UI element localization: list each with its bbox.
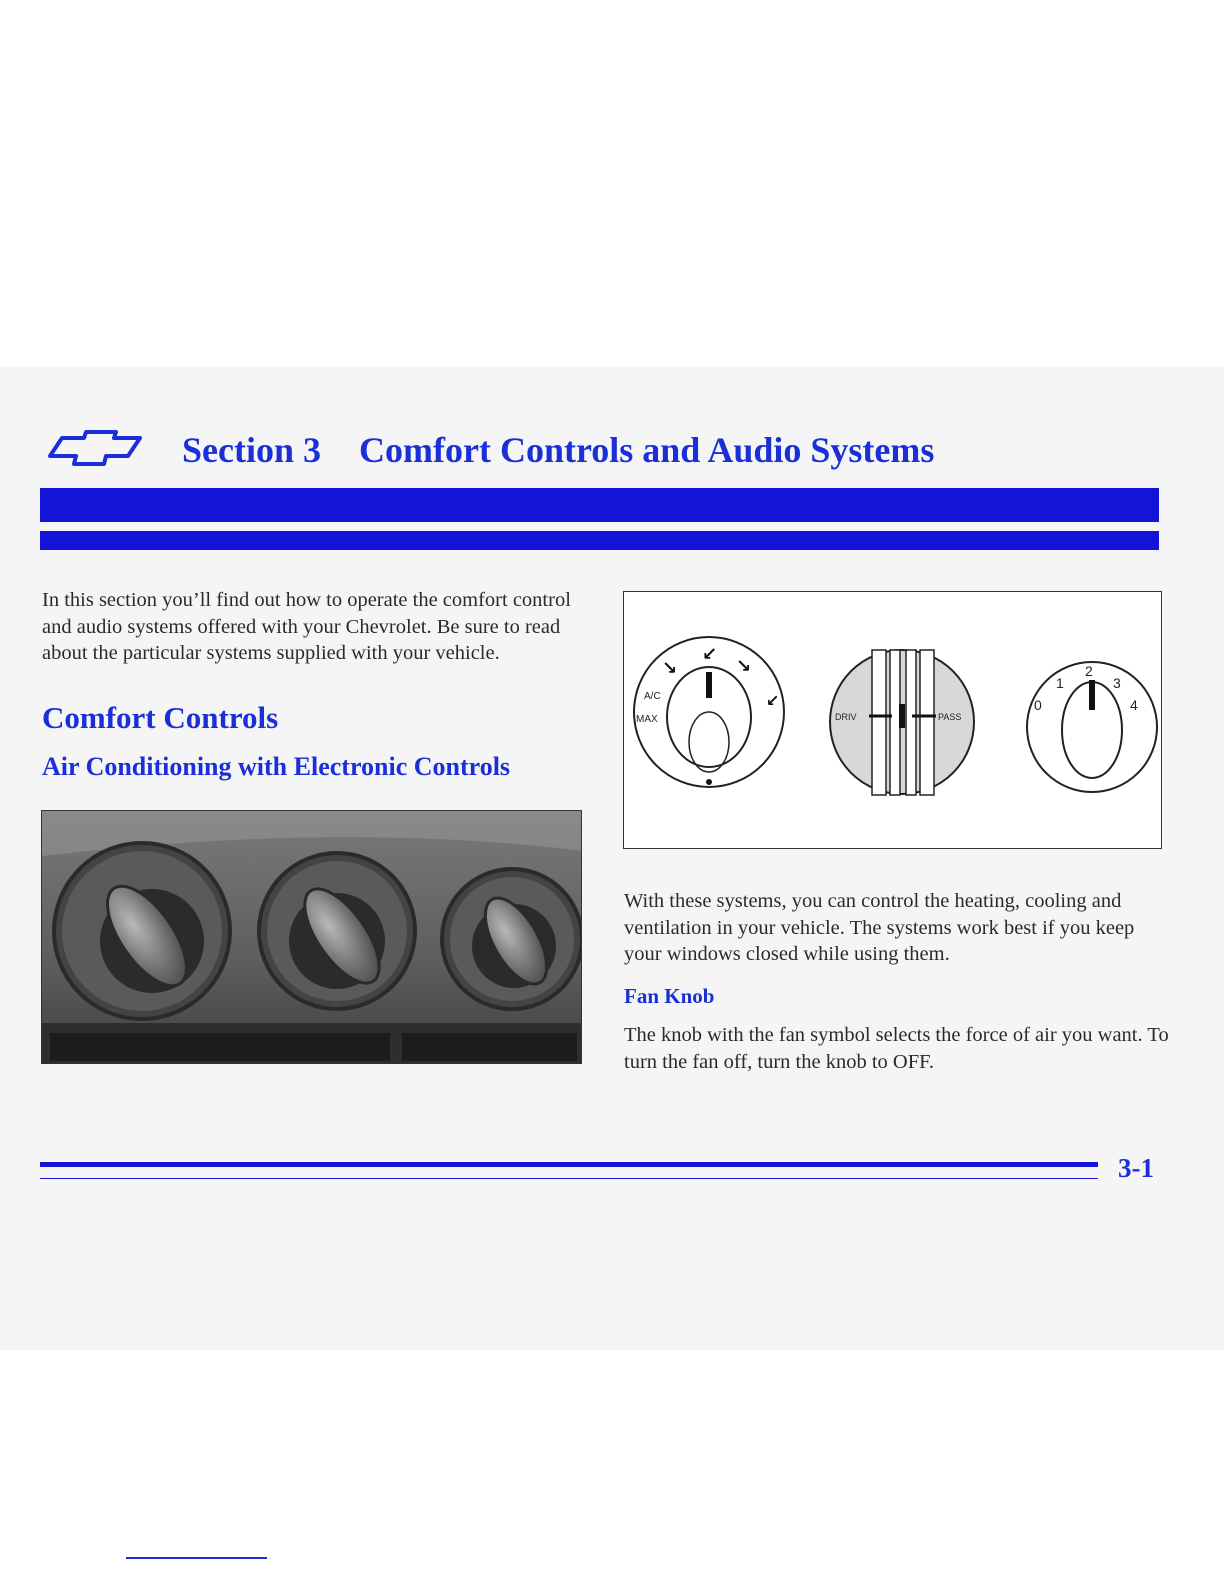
footer-rule-thick [40, 1162, 1098, 1167]
heading-comfort-controls: Comfort Controls [42, 700, 279, 735]
diagram-label-max: MAX [636, 714, 658, 725]
photo-knob-left [54, 843, 230, 1019]
header-bar-thick [40, 488, 1159, 522]
intro-paragraph: In this section you’ll find out how to operate the comfort control and audio systems offered with your Chevrolet. Be sure to read about the particular systems supplied with your vehicle. [42, 589, 571, 664]
fan-label-1: 1 [1056, 675, 1064, 691]
footer-rule-thin [40, 1178, 1098, 1179]
diagram-label-ac: A/C [644, 691, 661, 702]
airflow-icon-floor: ↘ [662, 658, 678, 678]
diagram-mode-knob [634, 637, 784, 787]
chevrolet-bowtie-logo [40, 430, 160, 470]
climate-controls-diagram [623, 591, 1162, 849]
diagram-fan-knob [1027, 662, 1157, 792]
page-number: 3-1 [1118, 1153, 1154, 1183]
fan-label-4: 4 [1130, 697, 1138, 713]
fan-label-3: 3 [1113, 675, 1121, 691]
airflow-icon-vent: ↘ [736, 656, 752, 676]
airflow-icon-bilevel: ↙ [702, 644, 718, 664]
section-header [40, 422, 934, 478]
airflow-icon-defrost-floor: ↙ [766, 693, 780, 710]
bottom-accent-line [126, 1557, 267, 1559]
header-bar-thin [40, 531, 1159, 550]
climate-controls-photo [41, 810, 582, 1064]
photo-knob-right [442, 869, 582, 1009]
heading-fan-knob: Fan Knob [624, 984, 715, 1008]
diagram-label-driver: DRIV [835, 712, 857, 722]
photo-knob-center [259, 853, 415, 1009]
section-title: Comfort Controls and Audio Systems [359, 430, 935, 470]
fan-knob-paragraph: The knob with the fan symbol selects the force of air you want. To turn the fan off, turn the knob to OFF. [624, 1024, 1169, 1073]
heading-air-conditioning: Air Conditioning with Electronic Controls [42, 752, 511, 781]
diagram-temp-knob [830, 650, 974, 795]
fan-label-off: 0 [1034, 697, 1042, 713]
systems-paragraph: With these systems, you can control the heating, cooling and ventilation in your vehicle. The systems work best if you keep your windows closed while using them. [624, 890, 1135, 965]
section-label: Section 3 [182, 430, 321, 470]
diagram-label-passenger: PASS [938, 712, 962, 722]
fan-label-2: 2 [1085, 663, 1093, 679]
